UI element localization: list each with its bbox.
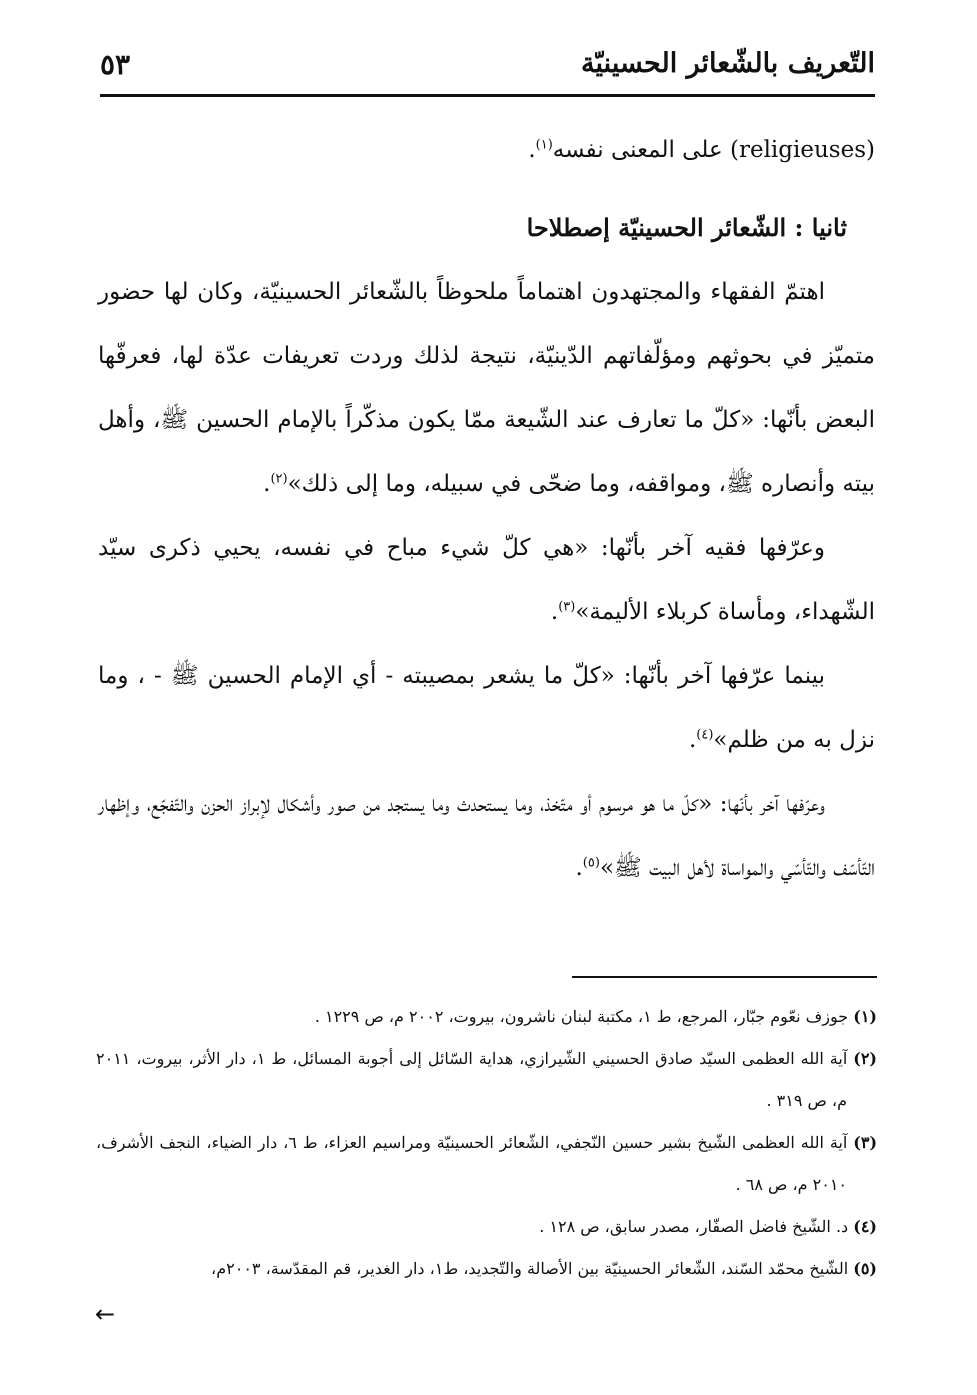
footnote-1 <box>96 996 877 1038</box>
paragraph-end: . <box>688 727 697 753</box>
page-number: ٥٣ <box>100 48 131 81</box>
footnote-number: (٣) <box>853 1133 878 1152</box>
paragraph-end: . <box>263 471 271 497</box>
footnote-number: (٢) <box>853 1049 877 1068</box>
footnote-ref-5: (٥) <box>582 855 600 871</box>
paragraph-4 <box>98 772 875 900</box>
paragraph-end: . <box>575 855 583 881</box>
footnote-number: (٤) <box>853 1217 877 1236</box>
footnote-3 <box>96 1122 877 1206</box>
footnotes <box>96 996 877 1290</box>
footnote-text: الشّيخ محمّد السّند، الشّعائر الحسينيّة بين الأصالة والتّجديد، ط١، دار الغدير، قم المقدّسة، ٢٠٠٣م، <box>211 1259 849 1278</box>
intro-end: . <box>528 137 536 163</box>
footnote-ref-2: (٢) <box>270 471 288 487</box>
paragraph-1 <box>98 260 875 516</box>
footnote-text: آية الله العظمى السيّد صادق الحسيني الشّيرازي، هداية السّائل إلى أجوبة المسائل، ط ١، دار الأثر، بيروت، ٢٠١١ م، ص ٣١٩ . <box>96 1049 848 1110</box>
footnote-number: (٥) <box>853 1259 877 1278</box>
footnote-text: آية الله العظمى الشّيخ بشير حسين النّجفي، الشّعائر الحسينيّة ومراسيم العزاء، ط ٦، دار الضياء، النجف الأشرف، ٢٠١٠ م، ص ٦٨ . <box>96 1133 848 1194</box>
footnote-ref-4: (٤) <box>696 727 714 743</box>
intro-text: (religieuses) على المعنى نفسه <box>552 137 875 163</box>
paragraph-end: . <box>550 599 559 625</box>
footnote-text: د. الشّيخ فاضل الصفّار، مصدر سابق، ص ١٢٨ . <box>539 1217 849 1236</box>
footnote-ref-1: (١) <box>535 137 553 153</box>
paragraph-text: اهتمّ الفقهاء والمجتهدون اهتماماً ملحوظاً بالشّعائر الحسينيّة، وكان لها حضور متميّز في بحوثهم ومؤلّفاتهم الدّينيّة، نتيجة لذلك وردت تعريفات عدّة لها، فعرفّها البعض بأنّها: «كلّ ما تعارف عند الشّيعة ممّا يكون مذكّراً بالإمام الحسين ﷺ، وأهل بيته وأنصاره ﷺ، ومواقفه، وما ضحّى في سبيله، وما إلى ذلك» <box>98 279 875 497</box>
paragraph-text: وعرّفها فقيه آخر بأنّها: «هي كلّ شيء مباح في نفسه، يحيي ذكرى سيّد الشّهداء، ومأساة كربلاء الأليمة» <box>98 535 875 625</box>
body-text <box>98 118 875 900</box>
running-title: التّعريف بالشّعائر الحسينيّة <box>581 48 875 79</box>
paragraph-text: بينما عرّفها آخر بأنّها: «كلّ ما يشعر بمصيبته - أي الإمام الحسين ﷺ - ، وما نزل به من ظلم» <box>98 663 875 753</box>
footnote-5 <box>96 1248 877 1290</box>
footnote-2 <box>96 1038 877 1122</box>
footnote-ref-3: (٣) <box>558 599 576 615</box>
footnote-divider <box>572 976 877 978</box>
footnote-number: (١) <box>853 1007 877 1026</box>
page-header <box>100 46 875 97</box>
paragraph-text: وعرّفها آخر بأنّها: «كلّ ما هو مرسوم أو متّخذ، وما يستحدث وما يستجد من صور وأشكال لإبراز الحزن والتّفجّع، وإظهار التّأسّف والتّأسّي والمواساة لأهل البيت ﷺ» <box>98 791 875 881</box>
section-heading: ثانيا : الشّعائر الحسينيّة إصطلاحا <box>526 213 847 242</box>
footnote-4 <box>96 1206 877 1248</box>
footnote-text: جوزف نعّوم جبّار، المرجع، ط ١، مكتبة لبنان ناشرون، بيروت، ٢٠٠٢ م، ص ١٢٢٩ . <box>314 1007 849 1026</box>
paragraph-3 <box>98 644 875 772</box>
intro-line <box>98 118 875 182</box>
continuation-arrow-icon: ← <box>95 1300 116 1328</box>
paragraph-2 <box>98 516 875 644</box>
